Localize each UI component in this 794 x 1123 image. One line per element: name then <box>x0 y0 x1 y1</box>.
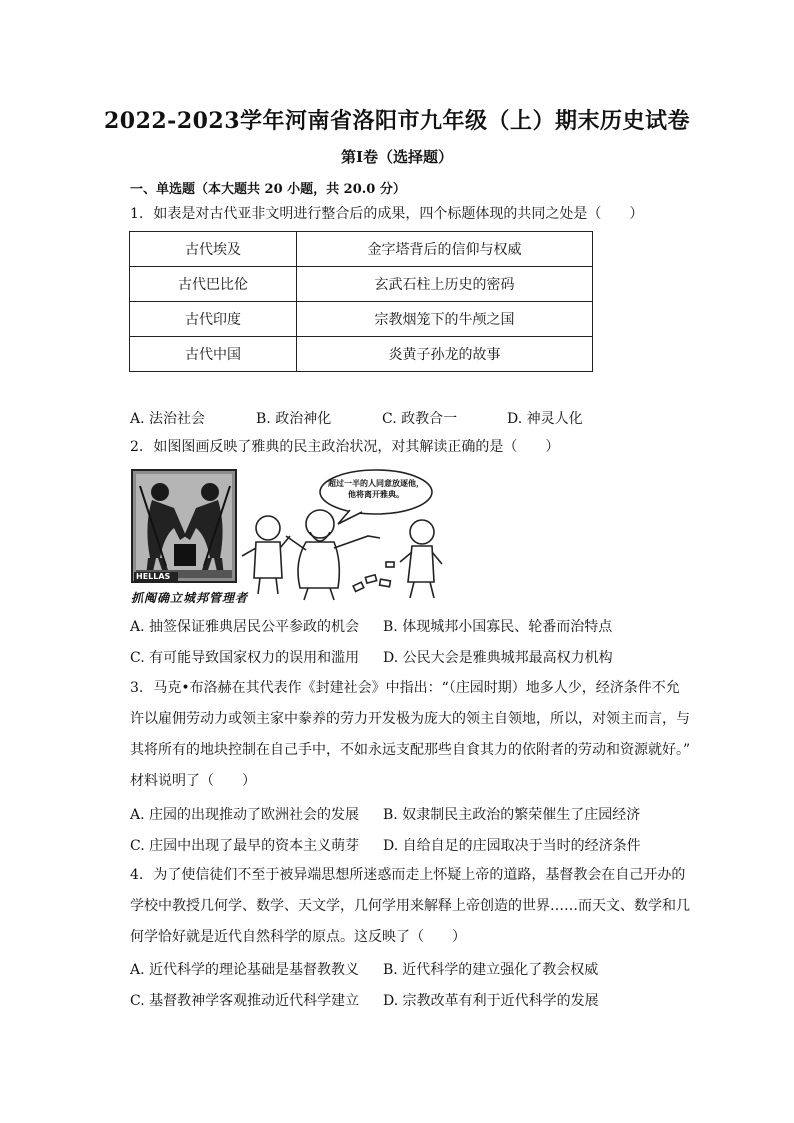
question-text: 如图图画反映了雅典的民主政治状况，对其解读正确的是（ ） <box>153 439 560 455</box>
question-line <box>130 673 700 704</box>
question-number: 2. <box>130 439 144 455</box>
option-b[interactable]: B. 奴隶制民主政治的繁荣催生了庄园经济 <box>383 807 641 823</box>
option-d[interactable]: D. 公民大会是雅典城邦最高权力机构 <box>383 650 613 666</box>
part-title: 第Ⅰ卷（选择题） <box>340 148 454 166</box>
civilization-table <box>129 231 593 372</box>
question-number: 1. <box>130 206 144 222</box>
table-cell: 古代埃及 <box>130 232 297 267</box>
table-cell: 炎黄子孙龙的故事 <box>297 337 593 372</box>
table-row <box>130 232 593 267</box>
option-a[interactable]: A. 庄园的出现推动了欧洲社会的发展 <box>130 807 360 823</box>
speech-bubble-text: 超过一半的人同意放逐他，他将离开雅典。 <box>328 478 424 499</box>
question-line <box>130 860 700 891</box>
option-c[interactable]: C. 基督教神学客观推动近代科学建立 <box>130 993 360 1009</box>
question-number: 4. <box>130 867 144 883</box>
table-row <box>130 337 593 372</box>
question-4 <box>130 860 700 953</box>
option-d[interactable]: D. 自给自足的庄园取决于当时的经济条件 <box>383 838 641 854</box>
question-3 <box>130 673 700 797</box>
option-a[interactable]: A. 抽签保证雅典居民公平参政的机会 <box>130 619 360 635</box>
vase-label: HELLAS <box>136 572 171 581</box>
question-line: 何学恰好就是近代自然科学的原点。这反映了（ ） <box>130 929 466 945</box>
question-1 <box>130 199 690 230</box>
question-text: 如表是对古代亚非文明进行整合后的成果，四个标题体现的共同之处是（ ） <box>153 206 644 222</box>
option-c[interactable]: C. 政教合一 <box>382 411 458 427</box>
question-line: 材料说明了（ ） <box>130 773 256 789</box>
option-b[interactable]: B. 体现城邦小国寡民、轮番而治特点 <box>383 619 613 635</box>
option-c[interactable]: C. 庄园中出现了最早的资本主义萌芽 <box>130 838 360 854</box>
option-a[interactable]: A. 法治社会 <box>130 411 206 427</box>
table-row <box>130 267 593 302</box>
question-text: 为了使信徒们不至于被异端思想所迷惑而走上怀疑上帝的道路，基督教会在自己开办的 <box>153 867 686 883</box>
option-d[interactable]: D. 宗教改革有利于近代科学的发展 <box>383 993 599 1009</box>
option-c[interactable]: C. 有可能导致国家权力的误用和滥用 <box>130 650 360 666</box>
table-row <box>130 302 593 337</box>
option-b[interactable]: B. 近代科学的建立强化了教会权威 <box>383 962 599 978</box>
table-cell: 宗教烟笼下的牛颅之国 <box>297 302 593 337</box>
exam-title: 2022-2023学年河南省洛阳市九年级（上）期末历史试卷 <box>103 108 691 134</box>
question-line: 许以雇佣劳动力或领主家中豢养的劳力开发极为庞大的领主自领地，所以，对领主而言，与 <box>130 711 690 727</box>
option-b[interactable]: B. 政治神化 <box>256 411 332 427</box>
question-line: 其将所有的地块控制在自己手中，不如永远支配那些自食其力的依附者的劳动和资源就好。” <box>130 742 691 758</box>
option-a[interactable]: A. 近代科学的理论基础是基督教教义 <box>130 962 360 978</box>
vase-painting <box>132 470 236 582</box>
athens-democracy-illustration <box>130 466 460 606</box>
question-line: 学校中教授几何学、数学、天文学，几何学用来解释上帝创造的世界……而天文、数学和几 <box>130 898 690 914</box>
section-heading: 一、单选题（本大题共 20 小题，共 20.0 分） <box>130 182 406 197</box>
table-cell: 金字塔背后的信仰与权威 <box>297 232 593 267</box>
question-number: 3. <box>130 680 144 696</box>
option-d[interactable]: D. 神灵人化 <box>507 411 583 427</box>
question-text: 马克•布洛赫在其代表作《封建社会》中指出：“（庄园时期）地多人少，经济条件不允 <box>153 680 680 696</box>
table-cell: 玄武石柱上历史的密码 <box>297 267 593 302</box>
figure-caption: 抓阄确立城邦管理者 <box>131 591 249 605</box>
table-cell: 古代中国 <box>130 337 297 372</box>
question-2 <box>130 432 690 463</box>
table-cell: 古代巴比伦 <box>130 267 297 302</box>
table-cell: 古代印度 <box>130 302 297 337</box>
